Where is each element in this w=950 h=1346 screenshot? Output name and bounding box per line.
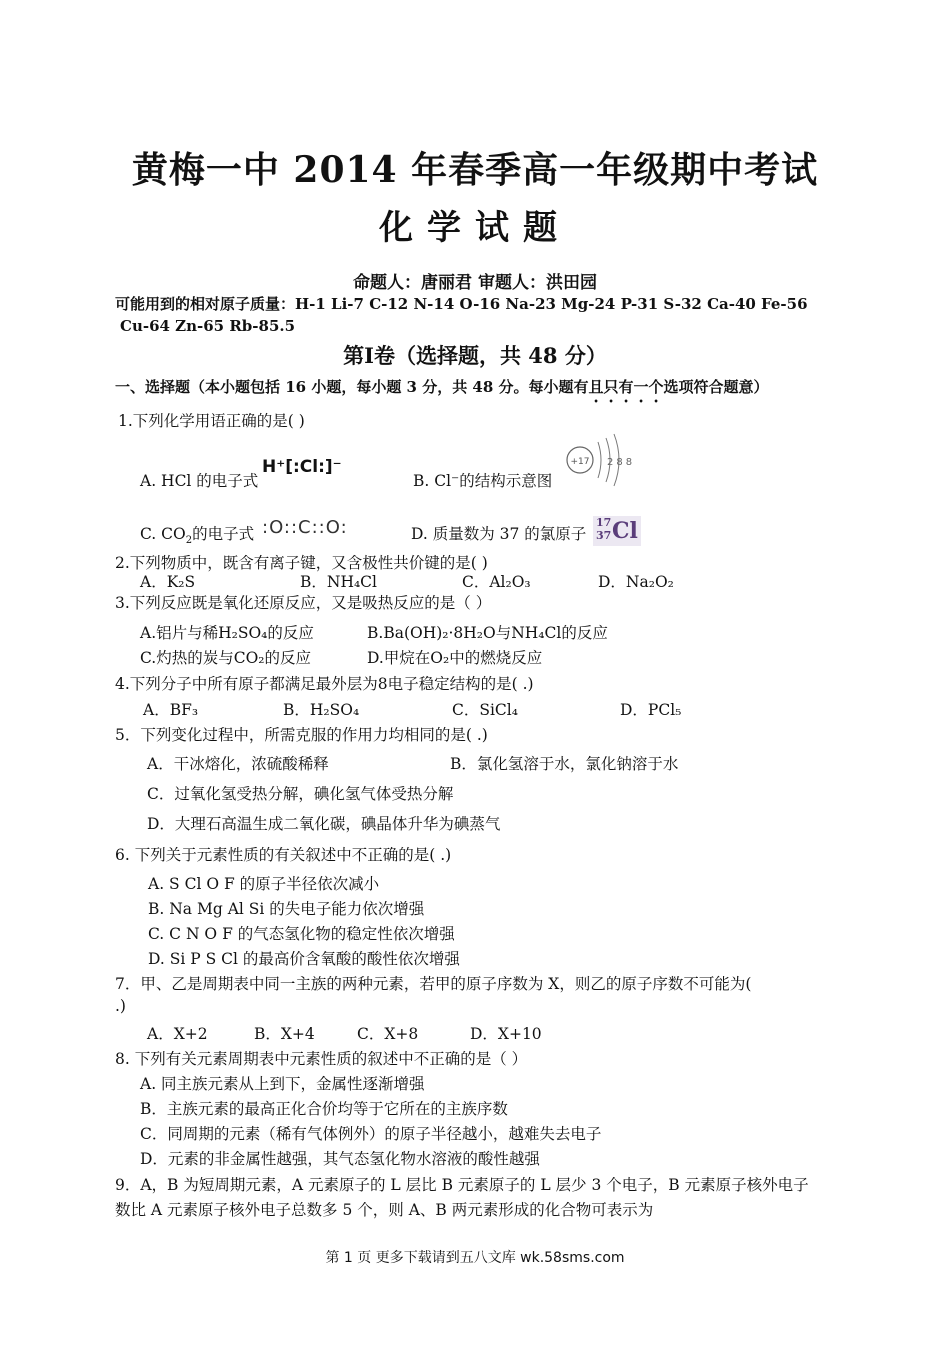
q3-option-b: B.Ba(OH)₂·8H₂O与NH₄Cl的反应: [367, 624, 608, 642]
q6-stem: 6. 下列关于元素性质的有关叙述中不正确的是( .): [115, 846, 452, 864]
q8-option-a: A. 同主族元素从上到下，金属性逐渐增强: [140, 1075, 425, 1093]
q1-option-c-pre: C. CO: [140, 525, 186, 543]
chlorine-37-nuclide-symbol: [593, 516, 641, 546]
q6-option-d: D. Si P S Cl 的最高价含氧酸的酸性依次增强: [148, 950, 460, 968]
q1-option-c-sub: 2: [185, 535, 193, 547]
q3-option-a: A.铝片与稀H₂SO₄的反应: [140, 624, 314, 642]
q6-option-a: A. S Cl O F 的原子半径依次减小: [148, 875, 380, 893]
q2-option-d: D．Na₂O₂: [598, 573, 674, 591]
q1-option-c: [140, 522, 254, 546]
q9-line1: 9．A，B 为短周期元素，A 元素原子的 L 层比 B 元素原子的 L 层少 3 个电子，B 元素原子核外电子: [115, 1176, 809, 1194]
page-footer: 第 1 页 更多下载请到五八文库 wk.58sms.com: [325, 1250, 625, 1266]
hcl-electron-formula: H⁺[:Cl:]⁻: [262, 457, 342, 477]
q5-option-b: B．氯化氢溶于水，氯化钠溶于水: [450, 755, 679, 773]
q7-option-b: B．X+4: [254, 1025, 315, 1043]
q6-option-b: B. Na Mg Al Si 的失电子能力依次增强: [148, 900, 425, 918]
nuclide-number-label: 37: [596, 529, 612, 542]
section-title: 第Ⅰ卷（选择题，共 48 分）: [343, 343, 607, 368]
exam-title: 黄梅一中 2014 年春季高一年级期中考试: [131, 149, 819, 191]
q1-option-b: B. Cl⁻的结构示意图: [413, 472, 553, 490]
q7-stem-tail: .): [115, 997, 126, 1015]
nuclide-element-symbol: Cl: [612, 518, 638, 544]
section-instruction: [115, 376, 769, 406]
instruction-emphasis: 且只有一个: [588, 378, 664, 396]
q2-option-a: A．K₂S: [140, 573, 196, 591]
q4-option-d: D．PCl₅: [620, 701, 682, 719]
q2-option-c: C．Al₂O₃: [462, 573, 531, 591]
q5-option-d: D．大理石高温生成二氧化碳，碘晶体升华为碘蒸气: [147, 815, 501, 833]
q5-option-c: C．过氧化氢受热分解，碘化氢气体受热分解: [147, 785, 454, 803]
q7-option-a: A．X+2: [147, 1025, 208, 1043]
q7-option-c: C．X+8: [357, 1025, 419, 1043]
q1-stem: 1.下列化学用语正确的是( ): [118, 412, 305, 430]
exam-subtitle: 化学试题: [379, 208, 571, 248]
q1-option-d: D. 质量数为 37 的氯原子: [411, 525, 587, 543]
atomic-masses-line1: 可能用到的相对原子质量：H-1 Li-7 C-12 N-14 O-16 Na-23 Mg-24 P-31 S-32 Ca-40 Fe-56: [115, 295, 808, 313]
nucleus-charge: +17: [570, 457, 590, 467]
q2-option-b: B．NH₄Cl: [300, 573, 378, 591]
q4-option-a: A．BF₃: [143, 701, 199, 719]
co2-electron-formula: :O::C::O:: [262, 517, 348, 538]
instruction-main: 一、选择题（本小题包括 16 小题，每小题 3 分，共 48 分。每小题有: [115, 378, 589, 396]
q1-option-c-post: 的电子式: [192, 525, 255, 543]
shell-electrons: 288: [607, 457, 636, 468]
q8-option-b: B．主族元素的最高正化合价均等于它所在的主族序数: [140, 1100, 508, 1118]
q8-option-c: C．同周期的元素（稀有气体例外）的原子半径越小，越难失去电子: [140, 1125, 602, 1143]
q1-option-a: A. HCl 的电子式: [140, 472, 259, 490]
q3-stem: 3.下列反应既是氧化还原反应，又是吸热反应的是（ ）: [115, 594, 492, 612]
q9-line2: 数比 A 元素原子核外电子总数多 5 个，则 A、B 两元素形成的化合物可表示为: [115, 1201, 654, 1219]
q7-option-d: D．X+10: [470, 1025, 542, 1043]
authors-line: 命题人：唐丽君 审题人：洪田园: [353, 273, 597, 293]
q5-stem: 5．下列变化过程中，所需克服的作用力均相同的是( .): [115, 726, 488, 744]
q4-option-b: B．H₂SO₄: [283, 701, 360, 719]
q4-stem: 4.下列分子中所有原子都满足最外层为8电子稳定结构的是( .): [115, 675, 534, 693]
nuclide-mass-label: 17: [596, 516, 612, 529]
q5-option-a: A．干冰熔化，浓硫酸稀释: [147, 755, 329, 773]
q2-stem: 2.下列物质中，既含有离子键，又含极性共价键的是( ): [115, 554, 488, 572]
q3-option-d: D.甲烷在O₂中的燃烧反应: [367, 649, 543, 667]
atomic-masses-line2: Cu-64 Zn-65 Rb-85.5: [120, 317, 296, 335]
q8-stem: 8. 下列有关元素周期表中元素性质的叙述中不正确的是（ ）: [115, 1050, 528, 1068]
q8-option-d: D．元素的非金属性越强，其气态氢化物水溶液的酸性越强: [140, 1150, 540, 1168]
instruction-tail: 选项符合题意）: [663, 378, 769, 396]
q4-option-c: C．SiCl₄: [452, 701, 518, 719]
chloride-ion-structure-diagram: [560, 432, 640, 490]
q3-option-c: C.灼热的炭与CO₂的反应: [140, 649, 312, 667]
q7-stem: 7．甲、乙是周期表中同一主族的两种元素，若甲的原子序数为 X，则乙的原子序数不可能为(: [115, 975, 752, 993]
q6-option-c: C. C N O F 的气态氢化物的稳定性依次增强: [148, 925, 455, 943]
